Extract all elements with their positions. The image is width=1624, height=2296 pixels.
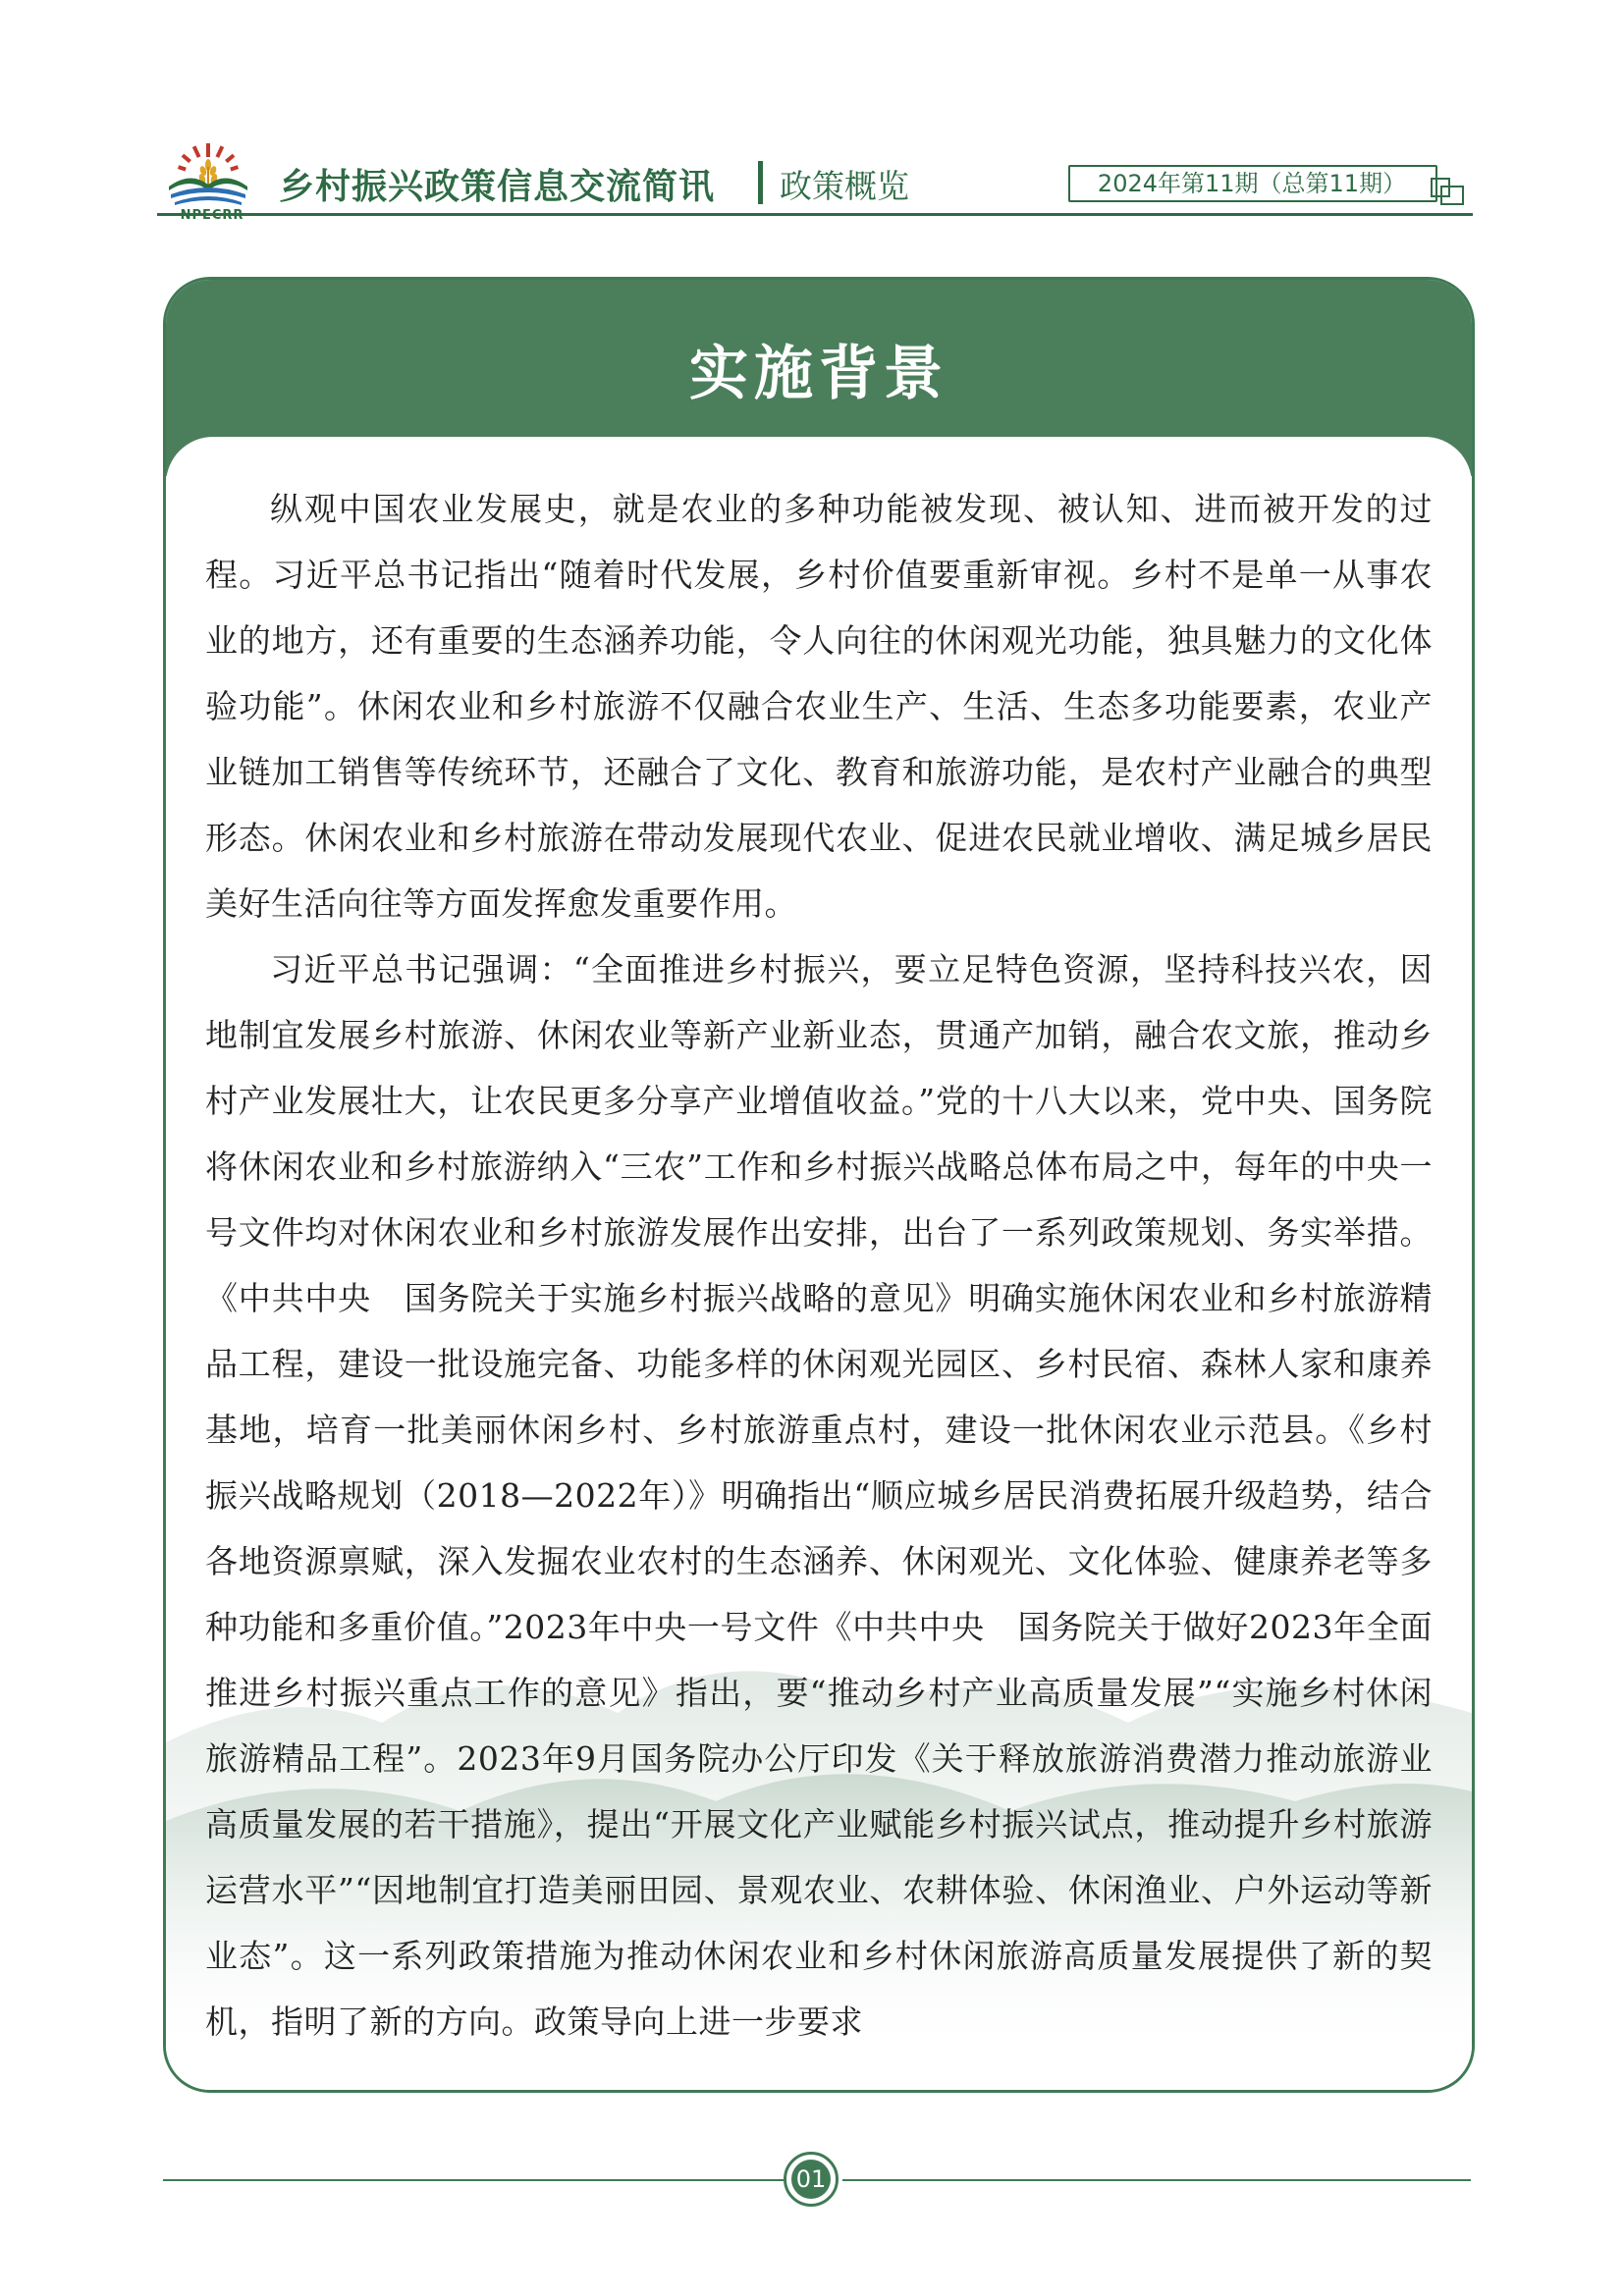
section-label: 政策概览 [780, 167, 909, 205]
article-body [205, 476, 1433, 2055]
publication-title: 乡村振兴政策信息交流简讯 [279, 167, 716, 207]
page-number: 01 [791, 2160, 831, 2199]
issue-number: 2024年第11期（总第11期） [1097, 170, 1407, 197]
header-rule [157, 213, 1473, 216]
content-card [163, 277, 1475, 2093]
section-title: 实施背景 [689, 340, 948, 408]
page-header [157, 137, 1473, 216]
logo-emblem-icon [161, 141, 255, 210]
page-number-badge [784, 2152, 839, 2207]
paragraph: 纵观中国农业发展史，就是农业的多种功能被发现、被认知、进而被开发的过程。习近平总书记指出“随着时代发展，乡村价值要重新审视。乡村不是单一从事农业的地方，还有重要的生态涵养功能，令人向往的休闲观光功能，独具魅力的文化体验功能”。休闲农业和乡村旅游不仅融合农业生产、生活、生态多功能要素，农业产业链加工销售等传统环节，还融合了文化、教育和旅游功能，是农村产业融合的典型形态。休闲农业和乡村旅游在带动发展现代农业、促进农民就业增收、满足城乡居民美好生活向往等方面发挥愈发重要作用。 [205, 490, 1433, 923]
paragraph: 习近平总书记强调：“全面推进乡村振兴，要立足特色资源，坚持科技兴农，因地制宜发展乡村旅游、休闲农业等新产业新业态，贯通产加销，融合农文旅，推动乡村产业发展壮大，让农民更多分享产业增值收益。”党的十八大以来，党中央、国务院将休闲农业和乡村旅游纳入“三农”工作和乡村振兴战略总体布局之中，每年的中央一号文件均对休闲农业和乡村旅游发展作出安排，出台了一系列政策规划、务实举措。《中共中央 国务院关于实施乡村振兴战略的意见》明确实施休闲农业和乡村旅游精品工程，建设一批设施完备、功能多样的休闲观光园区、乡村民宿、森林人家和康养基地，培育一批美丽休闲乡村、乡村旅游重点村，建设一批休闲农业示范县。《乡村振兴战略规划（2018—2022年）》明确指出“顺应城乡居民消费拓展升级趋势，结合各地资源禀赋，深入发掘农业农村的生态涵养、休闲观光、文化体验、健康养老等多种功能和多重价值。”2023年中央一号文件《中共中央 国务院关于做好2023年全面推进乡村振兴重点工作的意见》指出，要“推动乡村产业高质量发展”“实施乡村休闲旅游精品工程”。2023年9月国务院办公厅印发《关于释放旅游消费潜力推动旅游业高质量发展的若干措施》，提出“开展文化产业赋能乡村振兴试点，推动提升乡村旅游运营水平”“因地制宜打造美丽田园、景观农业、农耕体验、休闲渔业、户外运动等新业态”。这一系列政策措施为推动休闲农业和乡村休闲旅游高质量发展提供了新的契机，指明了新的方向。政策导向上进一步要求 [205, 950, 1433, 2041]
corner-bracket-icon [1430, 177, 1469, 206]
header-divider [758, 161, 763, 204]
footer-rule-right [842, 2179, 1471, 2181]
npecrr-logo [161, 141, 255, 224]
footer-rule-left [163, 2179, 784, 2181]
